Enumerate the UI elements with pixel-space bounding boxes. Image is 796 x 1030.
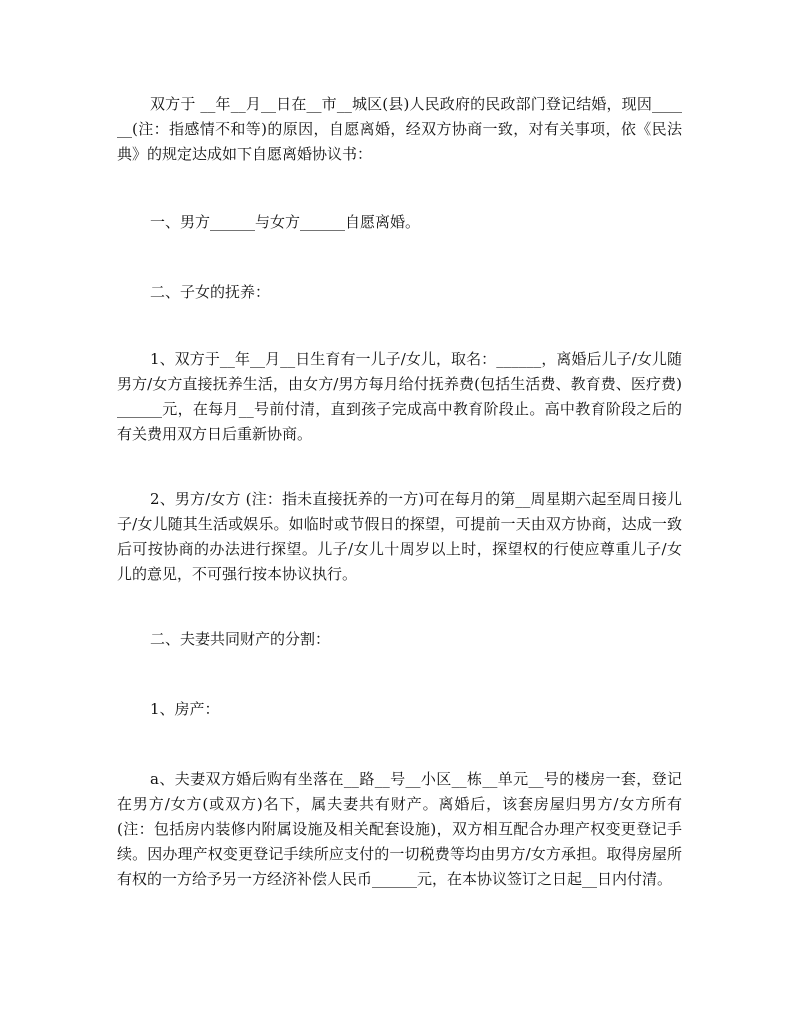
section-heading-property: 二、夫妻共同财产的分割： — [150, 630, 331, 648]
section-heading-child-custody: 二、子女的抚养： — [150, 283, 271, 301]
clause-house-division: a、夫妻双方婚后购有坐落在__路__号__小区__栋__单元__号的楼房一套，登记在男方/女方(或双方)名下，属夫妻共有财产。离婚后，该套房屋归男方/女方所有 (注：包括房内装修内附属设施及相关配套设施)，双方相互配合办理产权变更登记手续。因办理产权变更登记手续所应支付的一切税费等均由男方/女方承担。取得房屋所有权的一方给予另一方经济补偿人民币______元，在本协议签订之日起__日内付清。 — [117, 770, 682, 888]
clause-child-support: 1、双方于__年__月__日生育有一儿子/女儿，取名：______，离婚后儿子/女儿随男方/女方直接抚养生活，由女方/男方每月给付抚养费(包括生活费、教育费、医疗费)______元，在每月__号前付清，直到孩子完成高中教育阶段止。高中教育阶段之后的有关费用双方日后重新协商。 — [117, 350, 682, 443]
clause-visitation: 2、男方/女方 (注：指未直接抚养的一方)可在每月的第__周星期六起至周日接儿子/女儿随其生活或娱乐。如临时或节假日的探望，可提前一天由双方协商，达成一致后可按协商的办法进行探望。儿子/女儿十周岁以上时，探望权的行使应尊重儿子/女儿的意见，不可强行按本协议执行。 — [117, 490, 682, 583]
subsection-heading-house: 1、房产： — [150, 700, 220, 718]
intro-paragraph: 双方于 __年__月__日在__市__城区(县)人民政府的民政部门登记结婚，现因______(注：指感情不和等)的原因，自愿离婚，经双方协商一致，对有关事项，依《民法典》的规定达成如下自愿离婚协议书： — [117, 95, 682, 163]
section-heading-divorce: 一、男方______与女方______自愿离婚。 — [150, 213, 421, 231]
